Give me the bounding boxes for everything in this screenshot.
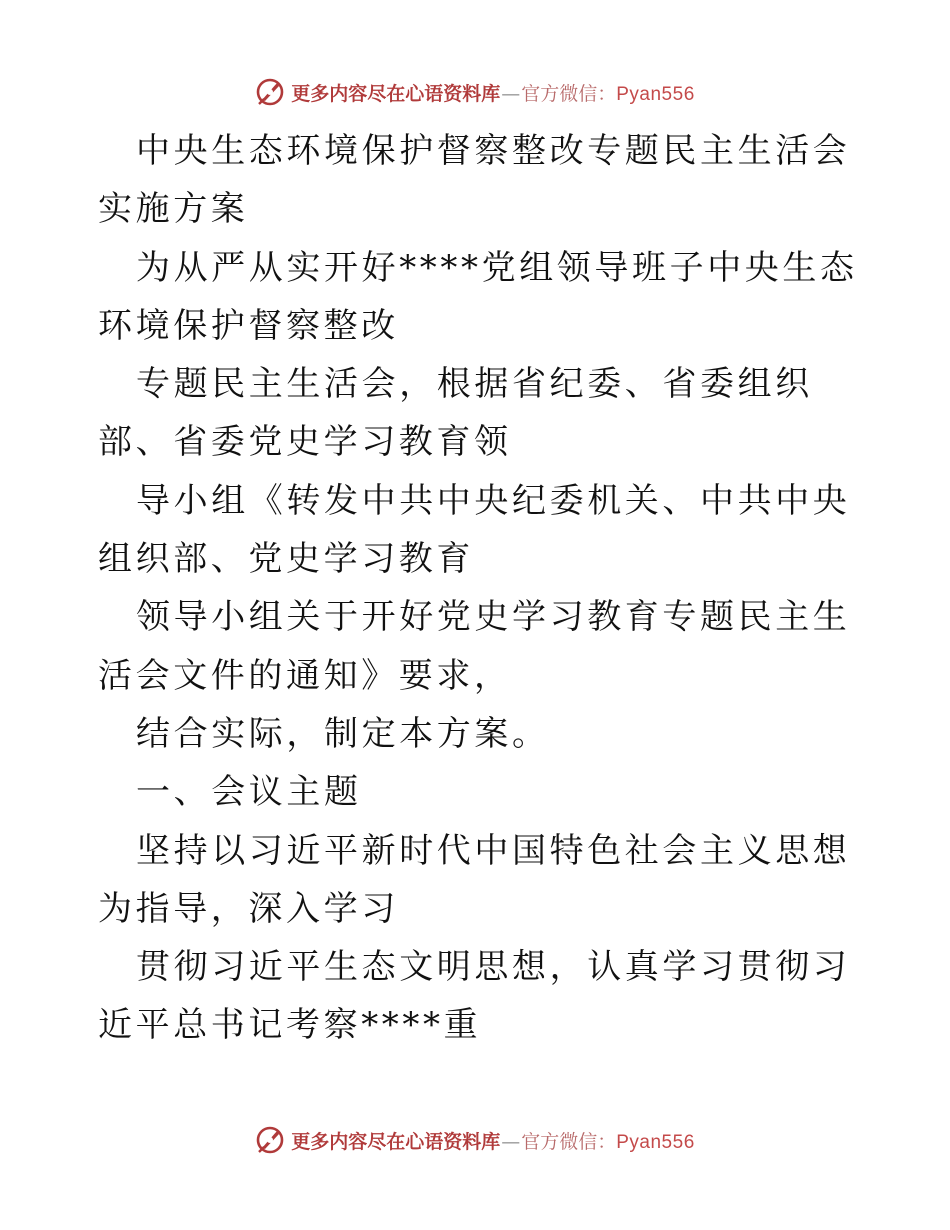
footer-wechat-label: 官方微信： bbox=[521, 1130, 617, 1153]
paragraph: 贯彻习近平生态文明思想，认真学习贯彻习近平总书记考察****重 bbox=[98, 947, 851, 1046]
header-site-name: 更多内容尽在心语资料库 bbox=[291, 82, 501, 105]
header-banner-content bbox=[255, 77, 695, 107]
header-dash: — bbox=[501, 82, 521, 105]
paragraph: 专题民主生活会，根据省纪委、省委组织部、省委党史学习教育领 bbox=[98, 364, 813, 463]
section-heading: 一、会议主题 bbox=[136, 772, 362, 813]
footer-wechat-id: Pyan556 bbox=[616, 1131, 695, 1153]
footer-banner-content bbox=[255, 1125, 695, 1155]
footer-banner bbox=[0, 1120, 950, 1160]
quill-circle-icon bbox=[255, 1125, 285, 1155]
footer-banner-text bbox=[291, 1127, 695, 1154]
header-banner-text bbox=[291, 79, 695, 106]
header-wechat-id: Pyan556 bbox=[616, 83, 695, 105]
document-body bbox=[98, 122, 858, 1055]
header-banner bbox=[0, 72, 950, 112]
footer-dash: — bbox=[501, 1130, 521, 1153]
footer-site-name: 更多内容尽在心语资料库 bbox=[291, 1130, 501, 1153]
paragraph: 导小组《转发中共中央纪委机关、中共中央组织部、党史学习教育 bbox=[98, 480, 851, 580]
document-title: 中央生态环境保护督察整改专题民主生活会实施方案 bbox=[98, 131, 851, 230]
header-wechat-label: 官方微信： bbox=[521, 82, 617, 105]
quill-circle-icon bbox=[255, 77, 285, 107]
paragraph: 为从严从实开好****党组领导班子中央生态环境保护督察整改 bbox=[98, 247, 858, 346]
paragraph: 结合实际，制定本方案。 bbox=[136, 713, 550, 754]
paragraph: 坚持以习近平新时代中国特色社会主义思想为指导，深入学习 bbox=[98, 830, 851, 929]
paragraph: 领导小组关于开好党史学习教育专题民主生活会文件的通知》要求， bbox=[98, 597, 851, 696]
